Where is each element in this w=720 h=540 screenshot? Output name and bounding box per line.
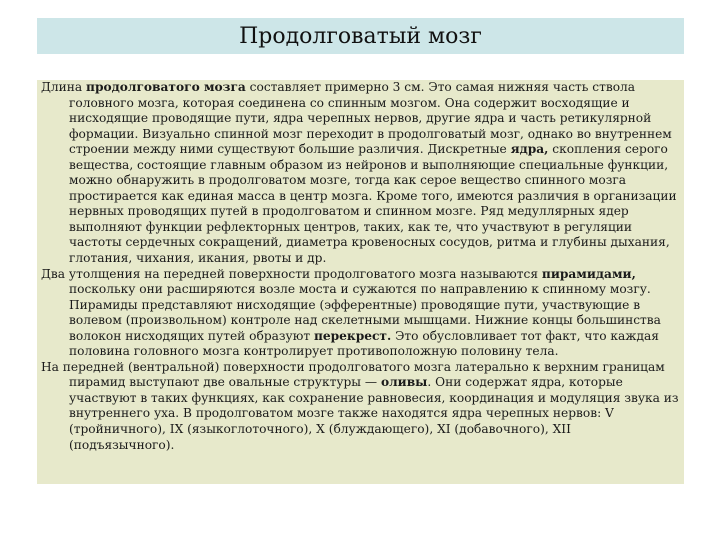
- paragraph-1: [41, 80, 680, 267]
- text-box: [37, 80, 684, 484]
- text-segment: составляет примерно 3 см. Это самая нижняя часть ствола головного мозга, которая соединена со спинным мозгом. Она содержит восходящие и нисходящие проводящие пути, ядра черепных нервов, другие ядра и часть ретикулярной формации. Визуально спинной мозг переходит в продолговатый мозг, однако во внутреннем строении между ними существуют большие различия. Дискретные: [69, 80, 672, 157]
- text-segment: На передней (вентральной) поверхности продолговатого мозга латерально к верхним границам пирамид выступают две овальные структуры —: [41, 359, 665, 390]
- paragraph-3: [41, 360, 680, 453]
- bold-term: продолговатого мозга: [86, 80, 246, 94]
- text-segment: . Они содержат ядра, которые участвуют в таких функциях, как сохранение равновесия, координация и модуляция звука из внутреннего уха. В продолговатом мозге также находятся ядра черепных нервов: V (тройничного), IX (языкоглоточного), X (блуждающего), XI (добавочного), XII (подъязычного).: [69, 375, 679, 452]
- text-segment: поскольку они расширяются возле моста и сужаются по направлению к спинному мозгу. Пирамиды представляют нисходящие (эфферентные) проводящие пути, участвующие в волевом (произвольном) контроле над скелетными мышцами. Нижние концы большинства волокон нисходящих путей образуют: [69, 282, 661, 343]
- bold-term: оливы: [380, 375, 428, 390]
- text-segment: Длина: [41, 80, 87, 94]
- text-segment: Два утолщения на передней поверхности продолговатого мозга называются: [41, 266, 542, 281]
- text-segment: скопления серого вещества, состоящие главным образом из нейронов и выполняющие специальные функции, можно обнаружить в продолговатом мозге, тогда как серое вещество спинного мозга простирается как единая масса в центр мозга. Кроме того, имеются различия в организации нервных проводящих путей в продолговатом и спинном мозге. Ряд медуллярных ядер выполняют функции рефлекторных центров, таких, как те, что участвуют в регуляции частоты сердечных сокращений, диаметра кровеносных сосудов, ритма и глубины дыхания, глотания, чихания, икания, рвоты и др.: [69, 142, 677, 266]
- bold-term: пирамидами,: [541, 266, 636, 281]
- slide-title: Продолговатый мозг: [239, 23, 482, 49]
- title-bar: [37, 18, 684, 54]
- paragraph-2: [41, 267, 680, 360]
- bold-term: ядра,: [510, 142, 549, 157]
- bold-term: перекрест.: [313, 328, 392, 343]
- text-segment: Это обусловливает тот факт, что каждая половина головного мозга контролирует противоположную половину тела.: [69, 328, 659, 359]
